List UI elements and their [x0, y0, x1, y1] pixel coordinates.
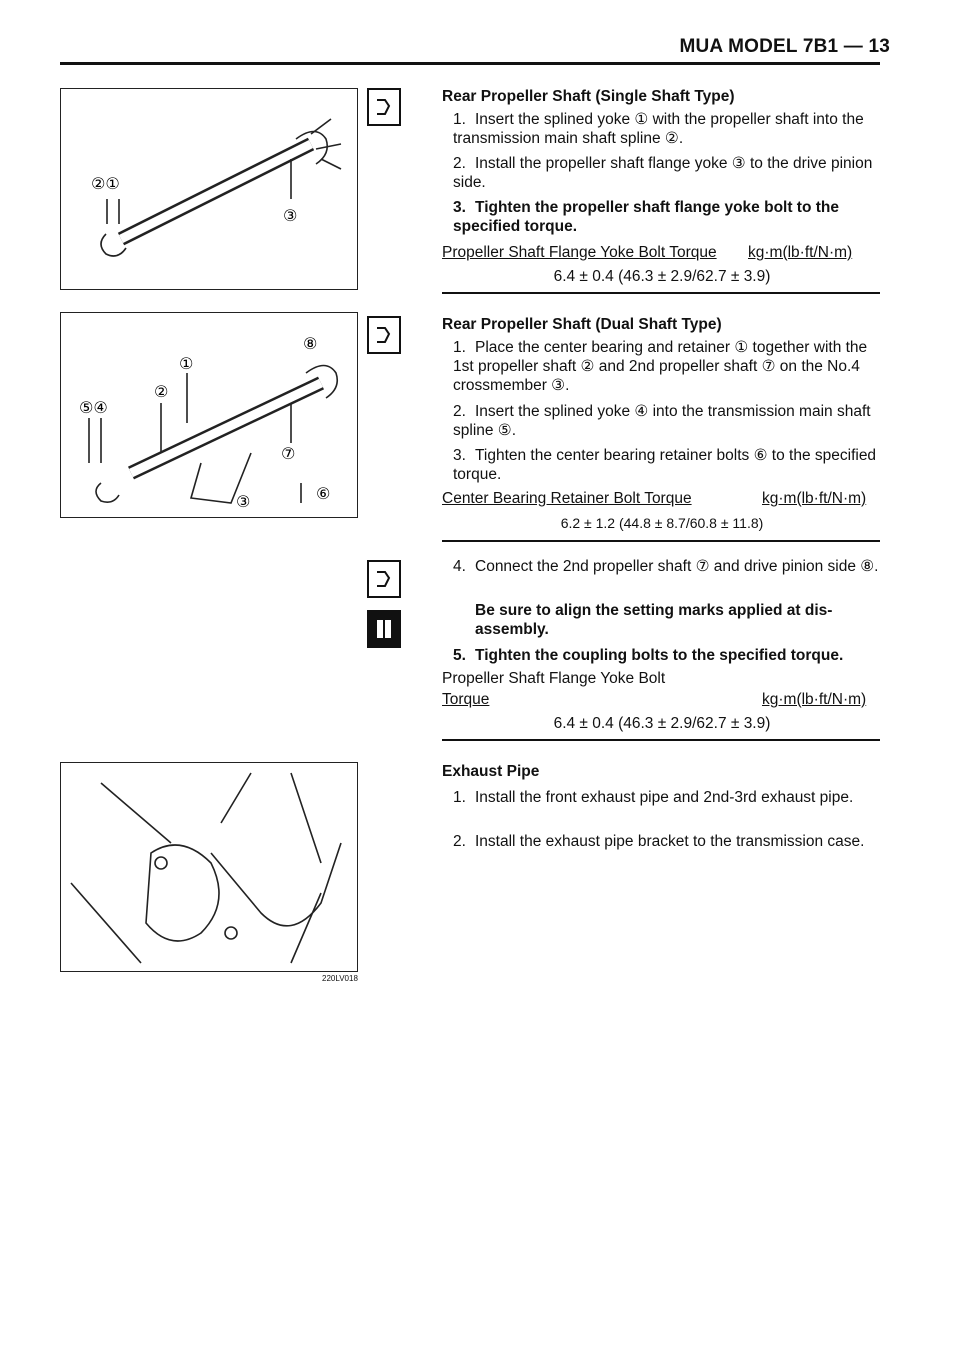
step-item: 1. Insert the splined yoke ① with the propeller shaft into the transmission main shaft spline ②.: [453, 111, 864, 147]
spec-unit: kg·m(lb·ft/N·m): [748, 244, 853, 261]
alignment-mark-icon: [367, 610, 401, 648]
figure-code: 220LV018: [322, 974, 358, 983]
fig2-callout-6: ⑥: [316, 484, 331, 503]
fig1-callout-2-1: ②①: [91, 174, 120, 193]
spec-unit: kg·m(lb·ft/N·m): [762, 691, 867, 708]
fig2-callout-8: ⑧: [303, 334, 318, 353]
step-item: 3. Tighten the propeller shaft flange yoke bolt to the specified torque.: [453, 199, 839, 235]
spec-value: 6.4 ± 0.4 (46.3 ± 2.9/62.7 ± 3.9): [553, 268, 771, 285]
header-rule: [60, 62, 880, 65]
figure-single-shaft: [60, 88, 358, 290]
spec-unit: kg·m(lb·ft/N·m): [762, 490, 867, 507]
step-item: 1. Install the front exhaust pipe and 2nd-3rd exhaust pipe.: [453, 789, 854, 806]
install-wrench-icon: [367, 560, 401, 598]
step-item: 5. Tighten the coupling bolts to the specified torque.: [453, 647, 844, 664]
fig2-callout-1: ①: [179, 354, 194, 373]
step-item: 2. Insert the splined yoke ④ into the transmission main shaft spline ⑤.: [453, 403, 871, 439]
step-item: 3. Tighten the center bearing retainer bolts ⑥ to the specified torque.: [453, 447, 877, 483]
step-item: 2. Install the propeller shaft flange yoke ③ to the drive pinion side.: [453, 155, 873, 191]
figure-dual-shaft: [60, 312, 358, 518]
section-title: Rear Propeller Shaft (Dual Shaft Type): [442, 316, 722, 333]
fig2-callout-5-4: ⑤④: [79, 398, 108, 417]
section-divider: [442, 292, 880, 294]
section-title: Exhaust Pipe: [442, 763, 540, 780]
install-wrench-icon: [367, 88, 401, 126]
spec-label: Center Bearing Retainer Bolt Torque: [442, 490, 692, 507]
fig2-callout-7: ⑦: [281, 444, 296, 463]
dual-shaft-illustration: [61, 313, 357, 517]
step-item: 4. Connect the 2nd propeller shaft ⑦ and drive pinion side ⑧.: [453, 558, 879, 575]
spec-label-line2: Torque: [442, 691, 490, 708]
step-item: 2. Install the exhaust pipe bracket to the transmission case.: [453, 833, 865, 850]
caution-note: Be sure to align the setting marks applied at dis-assembly.: [475, 602, 833, 638]
exhaust-pipe-illustration: [61, 763, 357, 971]
fig2-callout-2: ②: [154, 382, 169, 401]
spec-label: Propeller Shaft Flange Yoke Bolt Torque: [442, 244, 717, 261]
page-header: MUA MODEL 7B1 — 13: [679, 36, 890, 57]
fig1-callout-3: ③: [283, 206, 298, 225]
spec-value: 6.4 ± 0.4 (46.3 ± 2.9/62.7 ± 3.9): [553, 715, 771, 732]
fig2-callout-3: ③: [236, 492, 251, 511]
section-divider: [442, 540, 880, 542]
section-divider: [442, 739, 880, 741]
spec-label: Propeller Shaft Flange Yoke Bolt: [442, 670, 666, 687]
step-item: 1. Place the center bearing and retainer ① together with the 1st propeller shaft ② and 2nd propeller shaft ⑦ on the No.4 crossmember ③.: [453, 339, 868, 394]
install-wrench-icon: [367, 316, 401, 354]
single-shaft-illustration: [61, 89, 357, 289]
section-title: Rear Propeller Shaft (Single Shaft Type): [442, 88, 735, 105]
spec-value: 6.2 ± 1.2 (44.8 ± 8.7/60.8 ± 11.8): [560, 515, 764, 531]
figure-exhaust-pipe: [60, 762, 358, 972]
